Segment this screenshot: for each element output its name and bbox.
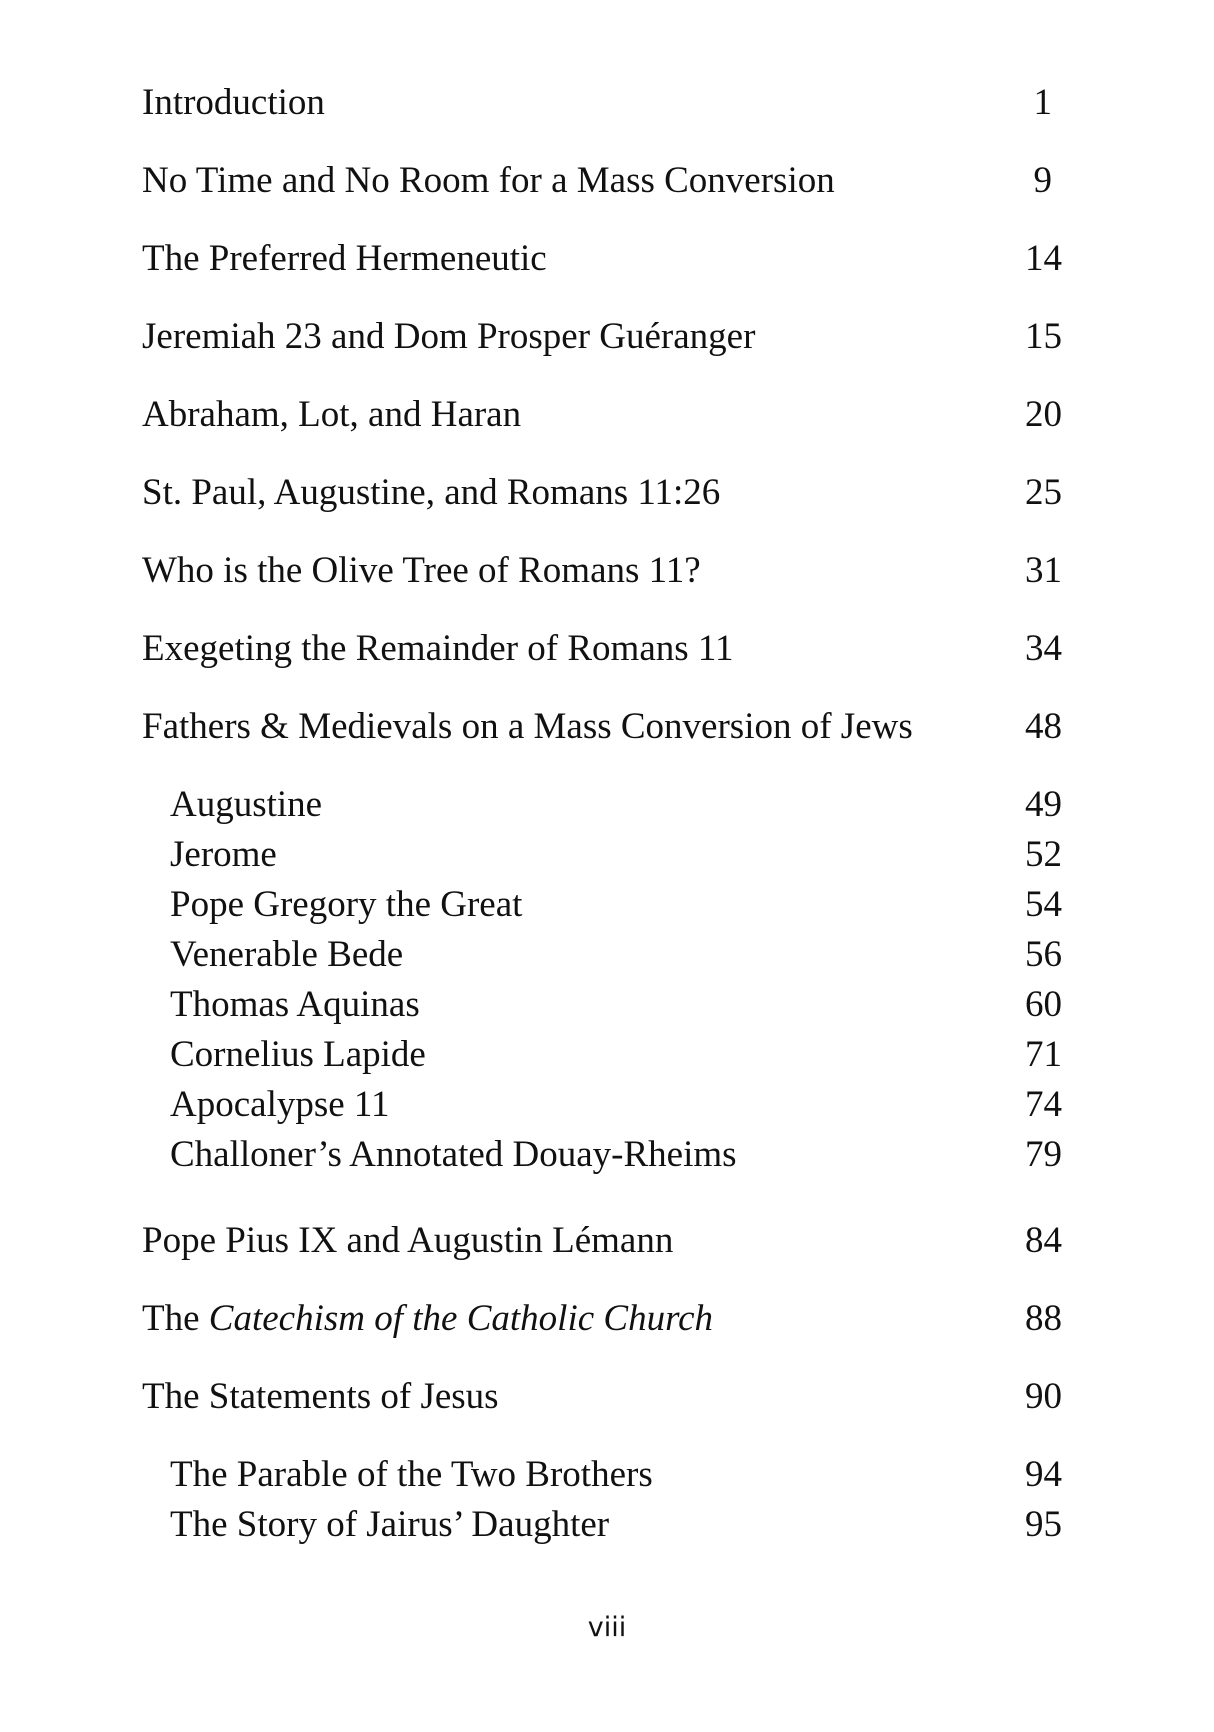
- toc-entry-title: St. Paul, Augustine, and Romans 11:26: [142, 472, 721, 513]
- toc-entry: [142, 78, 1062, 128]
- table-of-contents: [142, 78, 1062, 1550]
- toc-subentry-page: 71: [1025, 1034, 1062, 1075]
- toc-subentry-title: Cornelius Lapide: [170, 1034, 426, 1075]
- toc-entry: [142, 546, 1062, 596]
- toc-entry-page: 48: [1025, 706, 1062, 747]
- toc-entry-title: [142, 1294, 713, 1344]
- toc-entry-title: Pope Pius IX and Augustin Lémann: [142, 1220, 674, 1261]
- toc-subentry: [142, 1450, 1062, 1500]
- toc-subentry-page: 49: [1025, 784, 1062, 825]
- toc-entry-title-italic: Catechism of the Catholic Church: [208, 1298, 714, 1339]
- toc-entry-title: Who is the Olive Tree of Romans 11?: [142, 550, 701, 591]
- toc-subentry-page: 56: [1025, 934, 1062, 975]
- toc-entry-page: 31: [1025, 550, 1062, 591]
- toc-entry: [142, 234, 1062, 284]
- toc-subentry: [142, 1030, 1062, 1080]
- toc-entry-title: Exegeting the Remainder of Romans 11: [142, 628, 734, 669]
- toc-entry-page: 9: [1033, 160, 1052, 201]
- toc-entry: [142, 312, 1062, 362]
- toc-entry: [142, 156, 1062, 206]
- toc-subentry-title: Pope Gregory the Great: [170, 884, 523, 925]
- toc-subentry: [142, 780, 1062, 830]
- toc-subentry: [142, 980, 1062, 1030]
- toc-entry: [142, 390, 1062, 440]
- toc-subentry-title: Challoner’s Annotated Douay-Rheims: [170, 1134, 737, 1175]
- toc-entry-page: 84: [1025, 1220, 1062, 1261]
- toc-entry-title: Abraham, Lot, and Haran: [142, 394, 522, 435]
- toc-entry-page: 34: [1025, 628, 1062, 669]
- toc-entry: [142, 1372, 1062, 1422]
- toc-entry-page: 20: [1025, 394, 1062, 435]
- toc-entry-title-prefix: The: [142, 1298, 209, 1339]
- toc-subentry-title: Venerable Bede: [170, 934, 404, 975]
- toc-subentry: [142, 1130, 1062, 1180]
- toc-subentry-title: Apocalypse 11: [170, 1084, 390, 1125]
- toc-subentry: [142, 830, 1062, 880]
- toc-subentry-title: The Parable of the Two Brothers: [170, 1454, 653, 1495]
- toc-entry-title: Jeremiah 23 and Dom Prosper Guéranger: [142, 316, 756, 357]
- toc-entry-title: Fathers & Medievals on a Mass Conversion of Jews: [142, 706, 913, 747]
- toc-subentry-page: 54: [1025, 884, 1062, 925]
- toc-subentry: [142, 1080, 1062, 1130]
- toc-entry-title: The Preferred Hermeneutic: [142, 238, 547, 279]
- toc-entry: [142, 468, 1062, 518]
- toc-subentry-page: 52: [1025, 834, 1062, 875]
- toc-entry-title: No Time and No Room for a Mass Conversion: [142, 160, 835, 201]
- toc-subentry-title: Augustine: [170, 784, 323, 825]
- toc-subentry: [142, 1500, 1062, 1550]
- page-number-footer: viii: [587, 1612, 627, 1643]
- toc-entry-page: 25: [1025, 472, 1062, 513]
- toc-entry-page: 88: [1025, 1298, 1062, 1339]
- toc-entry-page: 14: [1025, 238, 1062, 279]
- toc-entry-title: The Statements of Jesus: [142, 1376, 499, 1417]
- toc-subentry-page: 95: [1025, 1504, 1062, 1545]
- toc-subentry: [142, 880, 1062, 930]
- toc-subentry-page: 74: [1025, 1084, 1062, 1125]
- toc-entry-page: 1: [1033, 82, 1052, 123]
- spacer: [142, 1180, 1062, 1216]
- toc-entry: [142, 624, 1062, 674]
- toc-subentry-title: The Story of Jairus’ Daughter: [170, 1504, 610, 1545]
- toc-entry: [142, 1216, 1062, 1266]
- toc-entry-title: Introduction: [142, 82, 325, 123]
- toc-entry: [142, 702, 1062, 752]
- toc-subentry: [142, 930, 1062, 980]
- toc-entry-page: 15: [1025, 316, 1062, 357]
- toc-entry-page: 90: [1025, 1376, 1062, 1417]
- toc-subentry-title: Thomas Aquinas: [170, 984, 420, 1025]
- toc-subentry-page: 60: [1025, 984, 1062, 1025]
- toc-subentry-title: Jerome: [170, 834, 277, 875]
- toc-entry: [142, 1294, 1062, 1344]
- toc-subentry-page: 79: [1025, 1134, 1062, 1175]
- toc-subentry-page: 94: [1025, 1454, 1062, 1495]
